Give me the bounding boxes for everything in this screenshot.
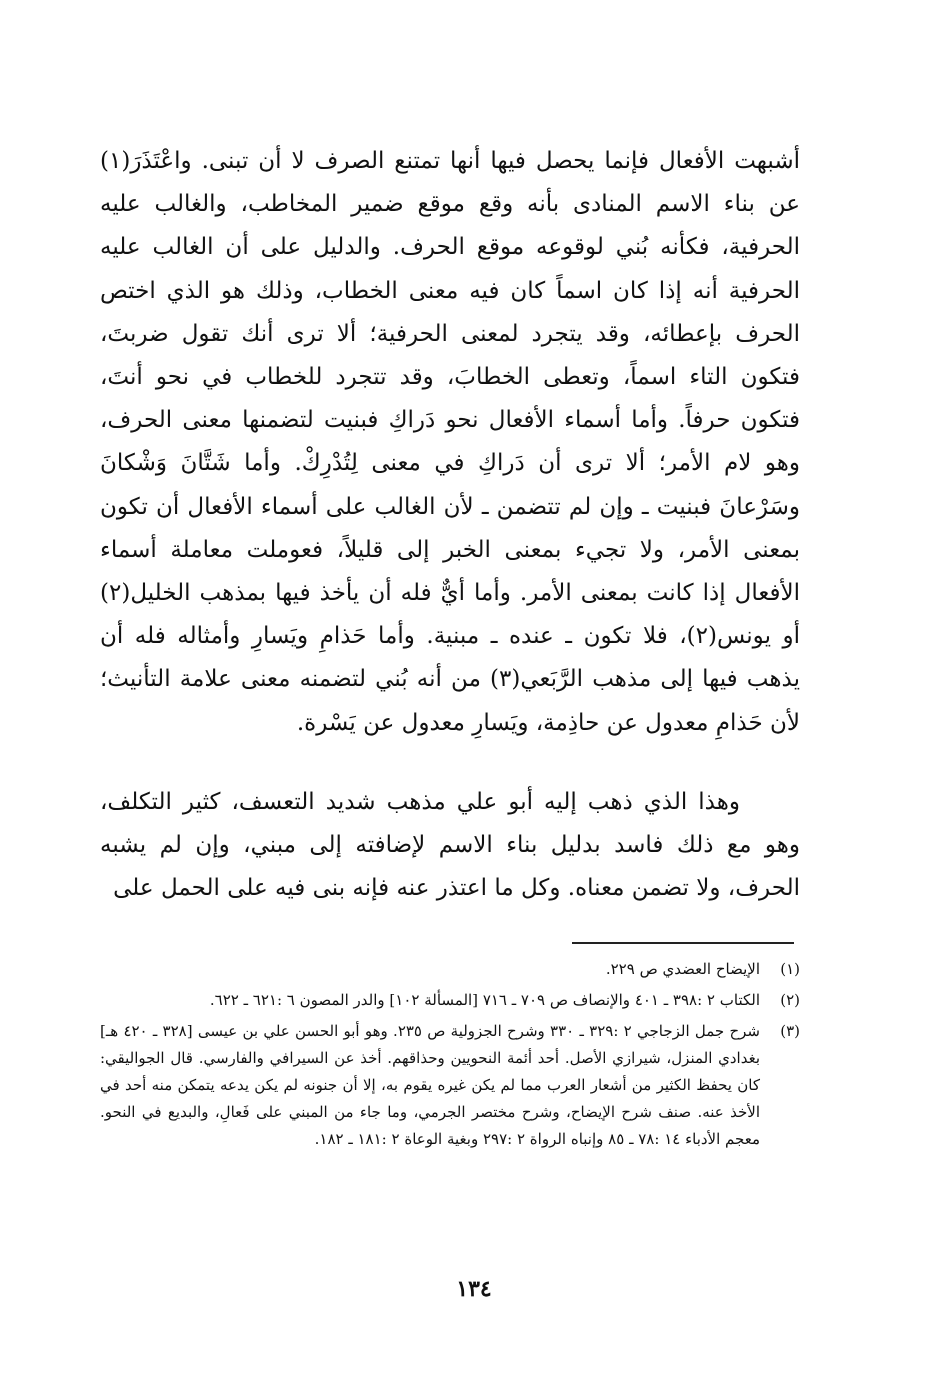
- body-text: [100, 140, 800, 910]
- paragraph-2: وهذا الذي ذهب إليه أبو علي مذهب شديد التعسف، كثير التكلف، وهو مع ذلك فاسد بدليل بناء الاسم لإضافته إلى مبني، وإن لم يشبه الحرف، ولا تضمن معناه. وكل ما اعتذر عنه فإنه بنى فيه على الحمل على: [100, 788, 800, 902]
- footnote-number: (١): [780, 960, 800, 978]
- main-text-block: [100, 140, 800, 910]
- footnote-2: [100, 987, 800, 1014]
- footnote-text: شرح جمل الزجاجي ٢ :٣٢٩ ـ ٣٣٠ وشرح الجزولية ص ٢٣٥. وهو أبو الحسن علي بن عيسى [٣٢٨ ـ ٤٢٠ هـ] بغدادي المنزل، شيرازي الأصل. أحد أئمة النحويين وحذاقهم. أخذ عن السيرافي والفارسي. قال الجواليقي: كان يحفظ الكثير من أشعار العرب مما لم يكن غيره يقوم به، إلا أن جنونه لم يكن يدعه يتمكن منه أحد في الأخذ عنه. صنف شرح الإيضاح، وشرح مختصر الجرمي، وما جاء من المبني على فَعالِ، والبديع في النحو. معجم الأدباء ١٤ :٧٨ ـ ٨٥ وإنباه الرواة ٢ :٢٩٧ وبغية الوعاة ٢ :١٨١ ـ ١٨٢.: [100, 1022, 760, 1148]
- footnote-text: الإيضاح العضدي ص ٢٢٩.: [605, 960, 760, 978]
- page-number: ١٣٤: [456, 1276, 492, 1302]
- footnote-1: [100, 956, 800, 983]
- footnote-number: (٢): [780, 991, 800, 1009]
- footnote-separator: [572, 942, 794, 944]
- footnote-3: [100, 1018, 800, 1153]
- footnote-text: الكتاب ٢ :٣٩٨ ـ ٤٠١ والإنصاف ص ٧٠٩ ـ ٧١٦ [المسألة ١٠٢] والدر المصون ٦ :٦٢١ ـ ٦٢٢.: [209, 991, 760, 1009]
- paragraph-1: أشبهت الأفعال فإنما يحصل فيها أنها تمتنع الصرف لا أن تبنى. واعْتَذَرَ(١) عن بناء الاسم المنادى بأنه وقع موقع ضمير المخاطب، والغالب عليه الحرفية، فكأنه بُني لوقوعه موقع الحرف. والدليل على أن الغالب عليه الحرفية أنه إذا كان اسماً كان فيه معنى الخطاب، وذلك هو الذي اختص الحرف بإعطائه، وقد يتجرد لمعنى الحرفية؛ ألا ترى أنك تقول ضربتَ، فتكون التاء اسماً، وتعطى الخطابَ، وقد تتجرد للخطاب في نحو أنتَ، فتكون حرفاً. وأما أسماء الأفعال نحو دَراكِ فبنيت لتضمنها معنى الحرف، وهو لام الأمر؛ ألا ترى أن دَراكِ في معنى لِتُدْرِكْ. وأما شَتَّانَ وَشْكانَ وسَرْعانَ فبنيت ـ وإن لم تتضمن ـ لأن الغالب على أسماء الأفعال أن تكون بمعنى الأمر، ولا تجيء بمعنى الخبر إلى قليلاً، فعوملت معاملة أسماء الأفعال إذا كانت بمعنى الأمر. وأما أيٌّ فله أن يأخذ فيها بمذهب الخليل(٢) أو يونس(٢)، فلا تكون ـ عنده ـ مبنية. وأما حَذامِ ويَسارِ وأمثاله فله أن يذهب فيها إلى مذهب الرَّبَعي(٣) من أنه بُني لتضمنه معنى علامة التأنيث؛ لأن حَذامِ معدول عن حاذِمة، ويَسارِ معدول عن يَسْرة.: [100, 148, 800, 736]
- footnote-number: (٣): [780, 1022, 800, 1040]
- footnotes-block: [100, 956, 800, 1157]
